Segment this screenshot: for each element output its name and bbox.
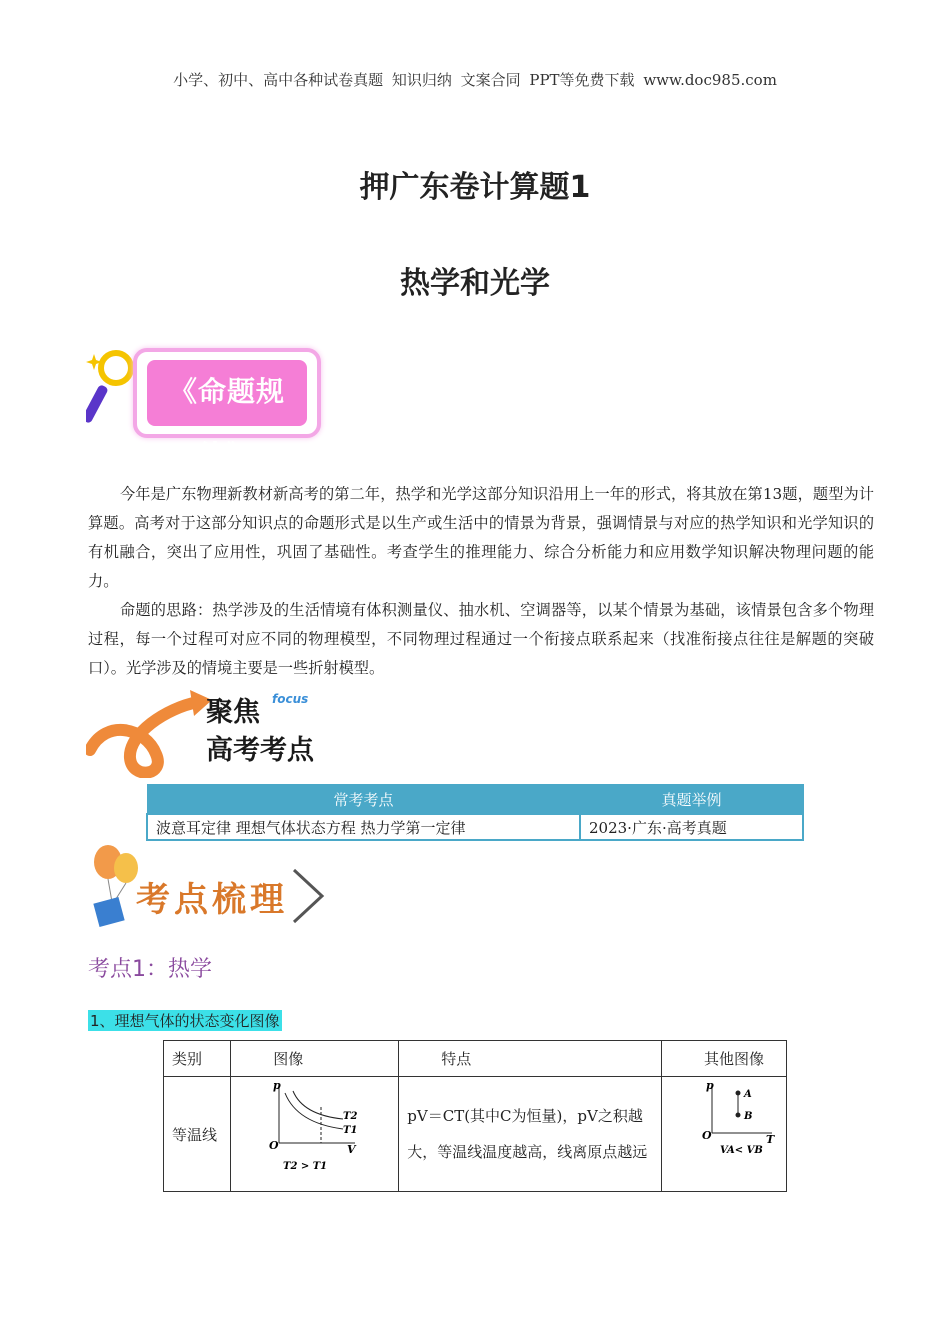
graph2-t-label: T [766,1133,775,1146]
graph1-t1-label: T1 [343,1125,358,1136]
cell-other-graph [662,1077,787,1192]
graph2-o-label: O [702,1129,712,1142]
isotherm-pv-graph [231,1077,365,1187]
graph1-condition: T2 > T1 [283,1161,328,1172]
graph1-t2-label: T2 [343,1111,358,1122]
focus-header-points: 常考考点 [147,785,580,815]
isotherm-pt-graph [662,1077,786,1187]
graph2-b-label: B [744,1111,753,1122]
table-row [147,814,803,840]
paragraph-1: 今年是广东物理新教材新高考的第二年，热学和光学这部分知识沿用上一年的形式，将其放在第13题，题型为计算题。高考对于这部分知识点的命题形式是以生产或生活中的情景为背景，强调情景与对应的热学知识和光学知识的有机融合，突出了应用性，巩固了基础性。考查学生的推理能力、综合分析能力和应用数学知识解决物理问题的能力。 [88,485,874,590]
cell-category: 等温线 [164,1077,231,1192]
page-header: 小学、初中、高中各种试卷真题 知识归纳 文案合同 PPT等免费下载 www.doc985.com [173,71,777,89]
review-badge-accent [290,866,326,926]
header-category: 类别 [164,1041,231,1077]
paragraph-2: 命题的思路：热学涉及的生活情境有体积测量仪、抽水机、空调器等，以某个情景为基础，该情景包含多个物理过程，每一个过程可对应不同的物理模型，不同物理过程通过一个衔接点联系起来（找准衔接点往往是解题的突破口）。光学涉及的情境主要是一些折射模型。 [88,601,874,677]
page-subtitle: 热学和光学 [400,266,550,301]
review-badge-label: 考点梳理 [136,880,288,920]
rule-badge-label: 《命题规律》 [147,360,307,426]
header-other-graph: 其他图像 [662,1041,787,1077]
rule-badge [133,348,321,472]
focus-table [146,784,804,841]
focus-table-header [147,785,803,815]
graph2-a-label: A [744,1089,752,1100]
graph1-v-label: V [347,1143,356,1156]
focus-cell-points: 波意耳定律 理想气体状态方程 热力学第一定律 [147,814,580,840]
graph2-p-label: p [706,1079,714,1092]
focus-cell-examples: 2023·广东·高考真题 [580,814,803,840]
page-title: 押广东卷计算题1 [359,170,591,205]
focus-badge-line2: 高考考点 [206,735,314,766]
subsection-title: 1、理想气体的状态变化图像 [90,1012,280,1030]
state-change-table [163,1040,787,1192]
magnifier-icon [86,346,138,432]
section-title: 考点1：热学 [88,957,212,982]
main-table-header [164,1041,787,1077]
cell-graph [231,1077,399,1192]
header-graph: 图像 [231,1041,399,1077]
focus-header-examples: 真题举例 [580,785,803,815]
focus-badge-line1: 聚焦 [206,697,260,728]
graph2-condition: VA< VB [720,1145,763,1156]
focus-badge-tag: focus [272,692,309,706]
header-feature: 特点 [399,1041,662,1077]
swirl-arrow-icon [86,688,216,778]
graph1-p-label: p [273,1079,281,1092]
cell-feature: pV＝CT(其中C为恒量)，pV之积越大，等温线温度越高，线离原点越远 [399,1077,662,1192]
table-row [164,1077,787,1192]
graph1-o-label: O [269,1139,279,1152]
